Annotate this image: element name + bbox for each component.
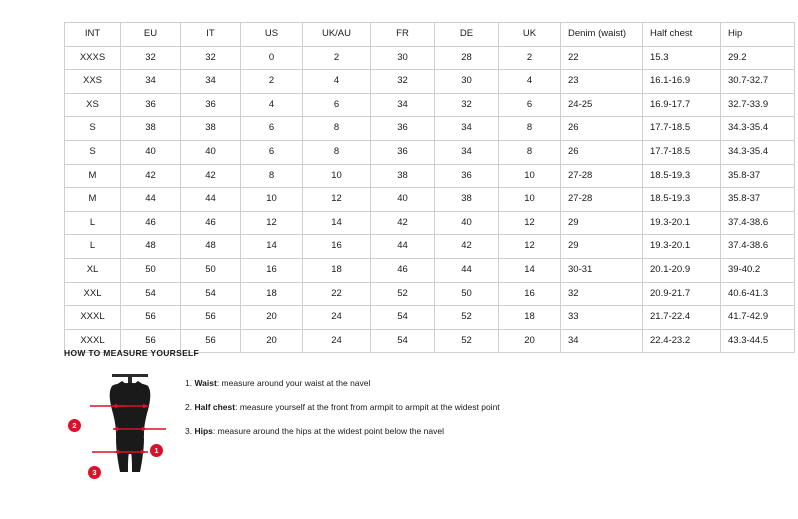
col-header-hip: Hip: [721, 23, 795, 47]
table-cell: 56: [121, 329, 181, 353]
table-cell: 8: [499, 117, 561, 141]
table-cell: 6: [303, 93, 371, 117]
table-cell: 36: [371, 140, 435, 164]
table-cell: 17.7-18.5: [643, 117, 721, 141]
table-cell: 34: [561, 329, 643, 353]
table-cell: 26: [561, 117, 643, 141]
badge-half-chest: 2: [68, 419, 81, 432]
table-cell: 39-40.2: [721, 258, 795, 282]
table-cell: 6: [241, 140, 303, 164]
table-cell: 21.7-22.4: [643, 306, 721, 330]
table-cell: 22: [561, 46, 643, 70]
table-row: [65, 93, 795, 117]
step-text-2: : measure yourself at the front from armpit to armpit at the widest point: [235, 402, 500, 412]
table-cell: 40: [121, 140, 181, 164]
table-cell: 34: [181, 70, 241, 94]
table-cell: 30: [371, 46, 435, 70]
table-cell: 44: [181, 188, 241, 212]
table-cell: 14: [241, 235, 303, 259]
table-cell: 10: [303, 164, 371, 188]
table-cell: 22.4-23.2: [643, 329, 721, 353]
measure-body: [64, 368, 734, 493]
table-cell: 16.1-16.9: [643, 70, 721, 94]
table-cell: 16: [303, 235, 371, 259]
table-cell: 6: [241, 117, 303, 141]
table-cell: 54: [371, 329, 435, 353]
table-cell: 20: [241, 329, 303, 353]
table-cell: XXL: [65, 282, 121, 306]
table-cell: S: [65, 117, 121, 141]
table-cell: 20: [499, 329, 561, 353]
table-cell: 54: [121, 282, 181, 306]
table-cell: 56: [181, 306, 241, 330]
table-cell: 36: [371, 117, 435, 141]
col-header-de: DE: [435, 23, 499, 47]
table-cell: 32: [435, 93, 499, 117]
table-cell: 4: [241, 93, 303, 117]
col-header-denim-waist: Denim (waist): [561, 23, 643, 47]
table-row: [65, 211, 795, 235]
col-header-uk: UK: [499, 23, 561, 47]
table-cell: XS: [65, 93, 121, 117]
step-number-1: 1.: [185, 378, 193, 388]
table-cell: 16: [241, 258, 303, 282]
table-cell: 18: [303, 258, 371, 282]
table-cell: 24: [303, 306, 371, 330]
table-cell: 38: [181, 117, 241, 141]
table-cell: 50: [121, 258, 181, 282]
table-cell: 46: [181, 211, 241, 235]
step-number-2: 2.: [185, 402, 193, 412]
table-cell: 42: [435, 235, 499, 259]
table-row: [65, 306, 795, 330]
table-row: [65, 258, 795, 282]
step-term-1: Waist: [194, 378, 217, 388]
table-cell: 34.3-35.4: [721, 140, 795, 164]
table-row: [65, 70, 795, 94]
col-header-uk-au: UK/AU: [303, 23, 371, 47]
table-cell: M: [65, 164, 121, 188]
table-row: [65, 282, 795, 306]
table-cell: 12: [303, 188, 371, 212]
table-cell: 41.7-42.9: [721, 306, 795, 330]
table-cell: 34: [435, 117, 499, 141]
table-cell: 34.3-35.4: [721, 117, 795, 141]
table-cell: S: [65, 140, 121, 164]
badge-hips: 3: [88, 466, 101, 479]
table-cell: 37.4-38.6: [721, 211, 795, 235]
table-cell: 10: [499, 164, 561, 188]
step-number-3: 3.: [185, 426, 193, 436]
table-cell: 4: [303, 70, 371, 94]
table-cell: L: [65, 235, 121, 259]
table-cell: 18: [499, 306, 561, 330]
table-cell: 54: [371, 306, 435, 330]
table-cell: 10: [499, 188, 561, 212]
table-cell: 38: [371, 164, 435, 188]
table-cell: 38: [121, 117, 181, 141]
table-cell: 44: [121, 188, 181, 212]
table-cell: 40: [371, 188, 435, 212]
table-cell: 19.3-20.1: [643, 211, 721, 235]
table-cell: 10: [241, 188, 303, 212]
table-cell: 40: [435, 211, 499, 235]
size-chart-container: [64, 22, 769, 353]
table-cell: 23: [561, 70, 643, 94]
table-cell: 44: [371, 235, 435, 259]
table-cell: 15.3: [643, 46, 721, 70]
step-term-3: Hips: [194, 426, 213, 436]
col-header-fr: FR: [371, 23, 435, 47]
table-cell: L: [65, 211, 121, 235]
table-cell: 56: [181, 329, 241, 353]
table-cell: 16: [499, 282, 561, 306]
table-cell: 42: [181, 164, 241, 188]
table-cell: 8: [241, 164, 303, 188]
table-cell: 35.8-37: [721, 164, 795, 188]
badge-waist: 1: [150, 444, 163, 457]
table-cell: 20.1-20.9: [643, 258, 721, 282]
table-cell: 34: [435, 140, 499, 164]
table-cell: 28: [435, 46, 499, 70]
table-cell: 46: [371, 258, 435, 282]
table-cell: 36: [435, 164, 499, 188]
table-cell: 30-31: [561, 258, 643, 282]
table-row: [65, 188, 795, 212]
section-title: HOW TO MEASURE YOURSELF: [64, 348, 200, 358]
table-cell: 6: [499, 93, 561, 117]
step-text-3: : measure around the hips at the widest point below the navel: [212, 426, 444, 436]
table-cell: 8: [499, 140, 561, 164]
col-header-int: INT: [65, 23, 121, 47]
table-cell: 26: [561, 140, 643, 164]
table-cell: 29: [561, 211, 643, 235]
table-cell: 34: [121, 70, 181, 94]
mannequin-figure: [64, 368, 179, 493]
table-cell: 33: [561, 306, 643, 330]
table-cell: 32: [121, 46, 181, 70]
table-cell: 22: [303, 282, 371, 306]
table-cell: 32: [561, 282, 643, 306]
table-cell: 48: [181, 235, 241, 259]
table-cell: 2: [241, 70, 303, 94]
table-cell: 52: [435, 329, 499, 353]
measure-steps: [179, 368, 500, 448]
table-cell: 32: [181, 46, 241, 70]
table-cell: 29.2: [721, 46, 795, 70]
table-cell: 4: [499, 70, 561, 94]
table-cell: 24: [303, 329, 371, 353]
step-text-1: : measure around your waist at the navel: [216, 378, 371, 388]
table-cell: 12: [499, 235, 561, 259]
table-cell: 36: [121, 93, 181, 117]
table-cell: 38: [435, 188, 499, 212]
table-cell: 50: [181, 258, 241, 282]
table-cell: 29: [561, 235, 643, 259]
table-row: [65, 46, 795, 70]
table-cell: 54: [181, 282, 241, 306]
table-cell: 2: [303, 46, 371, 70]
table-cell: 18.5-19.3: [643, 164, 721, 188]
table-cell: 20.9-21.7: [643, 282, 721, 306]
table-cell: 36: [181, 93, 241, 117]
step-term-2: Half chest: [194, 402, 236, 412]
table-cell: 52: [435, 306, 499, 330]
measure-step-3: [185, 424, 500, 438]
table-cell: 42: [121, 164, 181, 188]
table-cell: 43.3-44.5: [721, 329, 795, 353]
table-cell: 8: [303, 140, 371, 164]
how-to-measure-section: [64, 348, 734, 493]
table-cell: 19.3-20.1: [643, 235, 721, 259]
table-cell: 18: [241, 282, 303, 306]
table-cell: 32: [371, 70, 435, 94]
table-cell: XXS: [65, 70, 121, 94]
table-cell: 12: [499, 211, 561, 235]
table-row: [65, 117, 795, 141]
table-header-row: [65, 23, 795, 47]
table-cell: M: [65, 188, 121, 212]
table-row: [65, 164, 795, 188]
table-body: [65, 46, 795, 353]
table-cell: 12: [241, 211, 303, 235]
table-cell: 30: [435, 70, 499, 94]
table-cell: XXXS: [65, 46, 121, 70]
table-cell: 50: [435, 282, 499, 306]
col-header-half-chest: Half chest: [643, 23, 721, 47]
size-chart-table: [64, 22, 795, 353]
table-cell: XL: [65, 258, 121, 282]
table-cell: 40: [181, 140, 241, 164]
measure-step-2: [185, 400, 500, 414]
table-cell: 56: [121, 306, 181, 330]
table-cell: 8: [303, 117, 371, 141]
table-cell: 18.5-19.3: [643, 188, 721, 212]
table-cell: 14: [499, 258, 561, 282]
table-cell: 17.7-18.5: [643, 140, 721, 164]
table-cell: 30.7-32.7: [721, 70, 795, 94]
table-cell: 27-28: [561, 188, 643, 212]
table-cell: 32.7-33.9: [721, 93, 795, 117]
table-cell: 44: [435, 258, 499, 282]
table-cell: XXXL: [65, 306, 121, 330]
table-cell: 46: [121, 211, 181, 235]
table-row: [65, 140, 795, 164]
table-cell: 42: [371, 211, 435, 235]
table-cell: 48: [121, 235, 181, 259]
table-cell: 16.9-17.7: [643, 93, 721, 117]
table-cell: 20: [241, 306, 303, 330]
table-cell: 35.8-37: [721, 188, 795, 212]
col-header-us: US: [241, 23, 303, 47]
col-header-it: IT: [181, 23, 241, 47]
table-cell: 27-28: [561, 164, 643, 188]
table-cell: 14: [303, 211, 371, 235]
table-row: [65, 235, 795, 259]
col-header-eu: EU: [121, 23, 181, 47]
table-cell: 24-25: [561, 93, 643, 117]
table-cell: 0: [241, 46, 303, 70]
table-cell: 34: [371, 93, 435, 117]
table-cell: 2: [499, 46, 561, 70]
table-cell: 37.4-38.6: [721, 235, 795, 259]
table-cell: XXXL: [65, 329, 121, 353]
measure-step-1: [185, 376, 500, 390]
table-cell: 40.6-41.3: [721, 282, 795, 306]
table-cell: 52: [371, 282, 435, 306]
